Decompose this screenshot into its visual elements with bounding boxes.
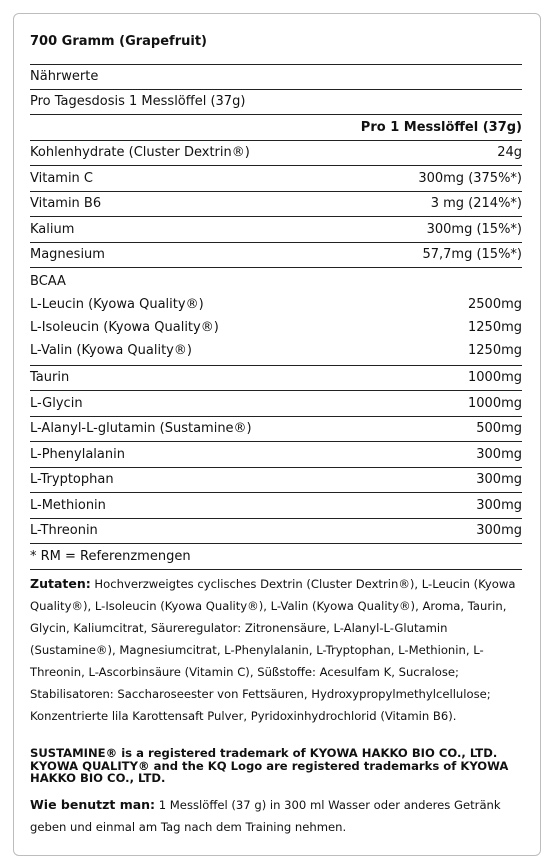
nutrient-name: Vitamin C bbox=[30, 170, 94, 186]
tagesdosis-row bbox=[30, 89, 522, 114]
nutrient-name: L-Leucin (Kyowa Quality®) bbox=[30, 296, 204, 312]
nutrient-value: 3 mg (214%*) bbox=[430, 196, 522, 211]
nutrient-name: Magnesium bbox=[30, 247, 105, 262]
table-row bbox=[30, 467, 522, 492]
naehrwerte-row bbox=[30, 64, 522, 89]
bcaa-group bbox=[30, 267, 522, 365]
table-row bbox=[30, 216, 522, 242]
table-row bbox=[30, 416, 522, 441]
table-row bbox=[30, 165, 522, 191]
nutrient-value: 300mg bbox=[476, 472, 522, 487]
nutrient-name: L-Tryptophan bbox=[30, 472, 114, 487]
table-row bbox=[30, 390, 522, 416]
bcaa-label-row bbox=[30, 270, 522, 293]
product-title-text: 700 Gramm (Grapefruit) bbox=[30, 34, 207, 49]
table-row bbox=[30, 441, 522, 467]
table-row bbox=[30, 242, 522, 267]
table-row bbox=[30, 339, 522, 362]
usage-label: Wie benutzt man: bbox=[30, 796, 156, 812]
nutrient-value: 57,7mg (15%*) bbox=[422, 247, 522, 262]
nutrient-value: 2500mg bbox=[468, 296, 522, 312]
usage-text: 1 Messlöffel (37 g) in 300 ml Wasser oder anderes Getränk geben und einmal am Tag nach dem Training nehmen. bbox=[30, 797, 501, 834]
nutrient-value: 300mg bbox=[476, 446, 522, 462]
nutrition-panel bbox=[13, 13, 541, 856]
nutrient-name: Vitamin B6 bbox=[30, 196, 102, 211]
ingredients-text: Hochverzweigtes cyclisches Dextrin (Cluster Dextrin®), L-Leucin (Kyowa Quality®), L-Isoleucin (Kyowa Quality®), L-Valin (Kyowa Quality®), Aroma, Taurin, Glycin, Kaliumcitrat, Säureregulator: Zitronensäure, L-Alanyl-L-Glutamin (Sustamine®), Magnesiumcitrat, L-Phenylalanin, L-Tryptophan, L-Methionin, L-Threonin, L-Ascorbinsäure (Vitamin C), Süßstoffe: Acesulfam K, Sucralose; Stabilisatoren: Saccharoseester von Fettsäuren, Hydroxypropylmethylcellulose; Konzentrierte lila Karottensaft Pulver, Pyridoxinhydrochlorid (Vitamin B6). bbox=[30, 577, 516, 723]
table-row bbox=[30, 518, 522, 543]
nutrient-name: L-Methionin bbox=[30, 497, 106, 513]
nutrient-value: 1250mg bbox=[468, 342, 522, 358]
table-row bbox=[30, 191, 522, 216]
trademark-notice: SUSTAMINE® is a registered trademark of KYOWA HAKKO BIO CO., LTD. KYOWA QUALITY® and the KQ Logo are registered trademarks of KYOWA HAKKO BIO CO., LTD. bbox=[30, 746, 509, 785]
table-row bbox=[30, 293, 522, 316]
table-row bbox=[30, 492, 522, 518]
table-row bbox=[30, 316, 522, 339]
table-row bbox=[30, 140, 522, 165]
nutrient-value: 1250mg bbox=[468, 319, 522, 335]
usage-block bbox=[30, 794, 522, 838]
footnote: * RM = Referenzmengen bbox=[30, 548, 191, 564]
nutrient-name: L-Isoleucin (Kyowa Quality®) bbox=[30, 319, 219, 335]
nutrient-value: 500mg bbox=[476, 421, 522, 436]
nutrient-name: L-Phenylalanin bbox=[30, 446, 125, 462]
ingredients-label: Zutaten: bbox=[30, 576, 91, 591]
nutrient-value: 300mg (15%*) bbox=[426, 221, 522, 237]
nutrient-name: L-Alanyl-L-glutamin (Sustamine®) bbox=[30, 421, 252, 436]
nutrient-value: 300mg (375%*) bbox=[418, 170, 522, 186]
nutrient-name: L-Valin (Kyowa Quality®) bbox=[30, 342, 192, 358]
nutrient-name: Kohlenhydrate (Cluster Dextrin®) bbox=[30, 145, 250, 160]
ingredients-block bbox=[30, 569, 522, 727]
nutrient-name: L-Threonin bbox=[30, 523, 98, 538]
nutrient-value: 1000mg bbox=[468, 370, 522, 385]
column-header: Pro 1 Messlöffel (37g) bbox=[360, 119, 522, 135]
nutrient-name: Kalium bbox=[30, 221, 75, 237]
tagesdosis-label: Pro Tagesdosis 1 Messlöffel (37g) bbox=[30, 94, 246, 109]
footnote-row bbox=[30, 543, 522, 569]
nutrient-name: Taurin bbox=[30, 370, 70, 385]
nutrient-value: 1000mg bbox=[468, 395, 522, 411]
table-row bbox=[30, 365, 522, 390]
product-title bbox=[30, 34, 522, 64]
nutrient-value: 24g bbox=[497, 145, 522, 160]
nutrient-value: 300mg bbox=[476, 497, 522, 513]
naehrwerte-label: Nährwerte bbox=[30, 69, 99, 84]
bcaa-label: BCAA bbox=[30, 273, 66, 289]
nutrient-name: L-Glycin bbox=[30, 395, 83, 411]
column-header-row bbox=[30, 114, 522, 140]
nutrient-value: 300mg bbox=[476, 523, 522, 538]
nutrition-content bbox=[30, 34, 522, 838]
